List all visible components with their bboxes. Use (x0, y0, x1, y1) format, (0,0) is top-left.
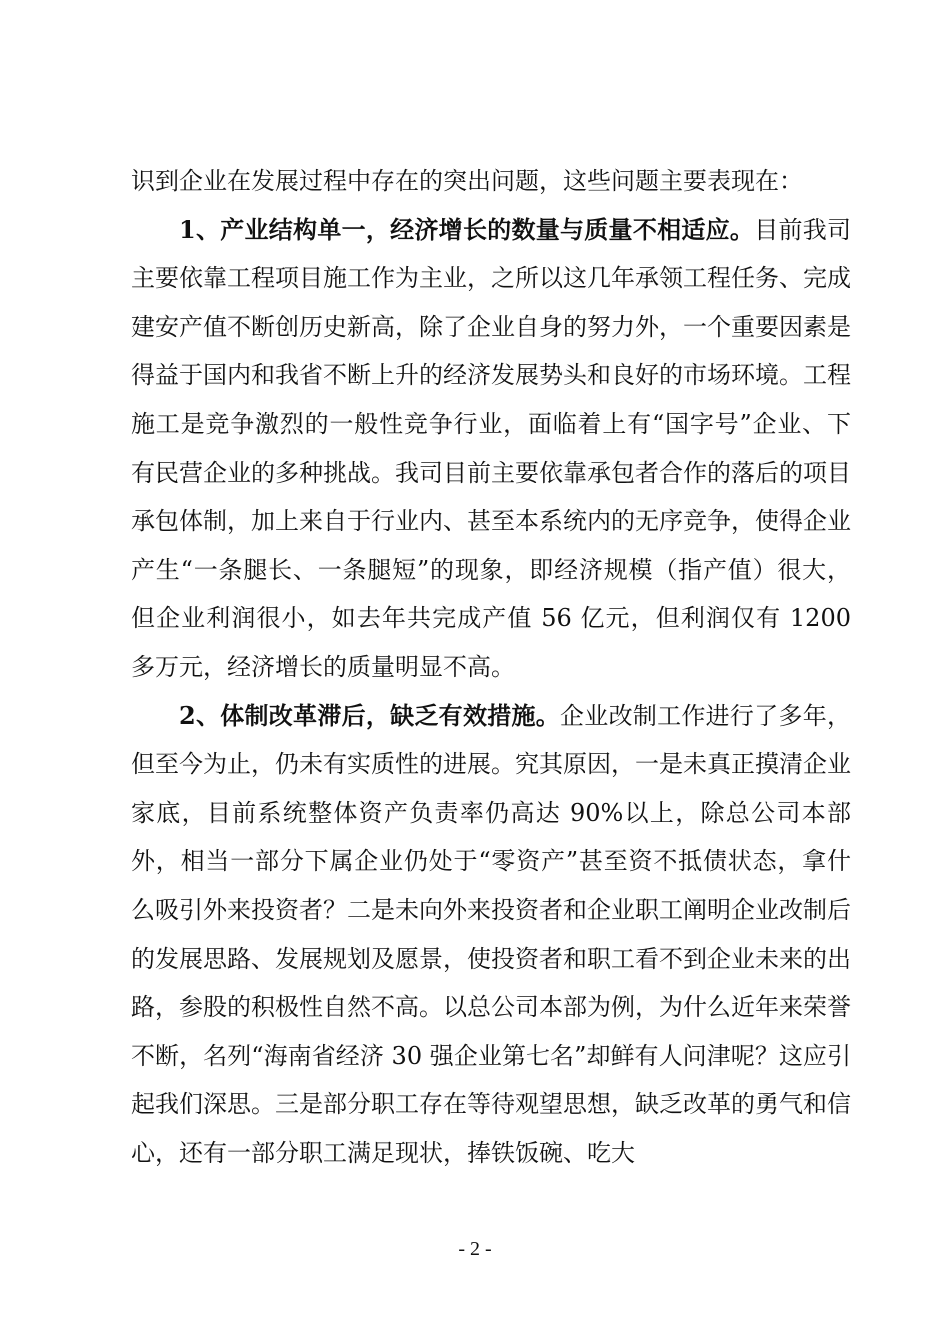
paragraph-text: 识到企业在发展过程中存在的突出问题，这些问题主要表现在： (131, 167, 803, 195)
paragraph-text: 目前我司主要依靠工程项目施工作为主业，之所以这几年承领工程任务、完成建安产值不断创历史新高，除了企业自身的努力外，一个重要因素是得益于国内和我省不断上升的经济发展势头和良好的市场环境。工程施工是竞争激烈的一般性竞争行业，面临着上有“国字号”企业、下有民营企业的多种挑战。我司目前主要依靠承包者合作的落后的项目承包体制，加上来自于行业内、甚至本系统内的无序竞争，使得企业产生“一条腿长、一条腿短”的现象，即经济规模（指产值）很大，但企业利润很小，如去年共完成产值 56 亿元，但利润仅有 1200 多万元，经济增长的质量明显不高。 (131, 215, 851, 681)
paragraph-heading: 2、体制改革滞后，缺乏有效措施。 (179, 700, 561, 730)
page-number: - 2 - (458, 1238, 492, 1260)
document-body (131, 157, 851, 1177)
paragraph-system-reform (131, 692, 851, 1178)
paragraph-industry-structure (131, 206, 851, 692)
paragraph-continuation (131, 157, 851, 206)
paragraph-heading: 1、产业结构单一，经济增长的数量与质量不相适应。 (179, 214, 755, 244)
paragraph-text: 企业改制工作进行了多年，但至今为止，仍未有实质性的进展。究其原因，一是未真正摸清企业家底，目前系统整体资产负责率仍高达 90%以上，除总公司本部外，相当一部分下属企业仍处于“零资产”甚至资不抵债状态，拿什么吸引外来投资者？二是未向外来投资者和企业职工阐明企业改制后的发展思路、发展规划及愿景，使投资者和职工看不到企业未来的出路，参股的积极性自然不高。以总公司本部为例，为什么近年来荣誉不断，名列“海南省经济 30 强企业第七名”却鲜有人问津呢？这应引起我们深思。三是部分职工存在等待观望思想，缺乏改革的勇气和信心，还有一部分职工满足现状，捧铁饭碗、吃大 (131, 701, 852, 1167)
